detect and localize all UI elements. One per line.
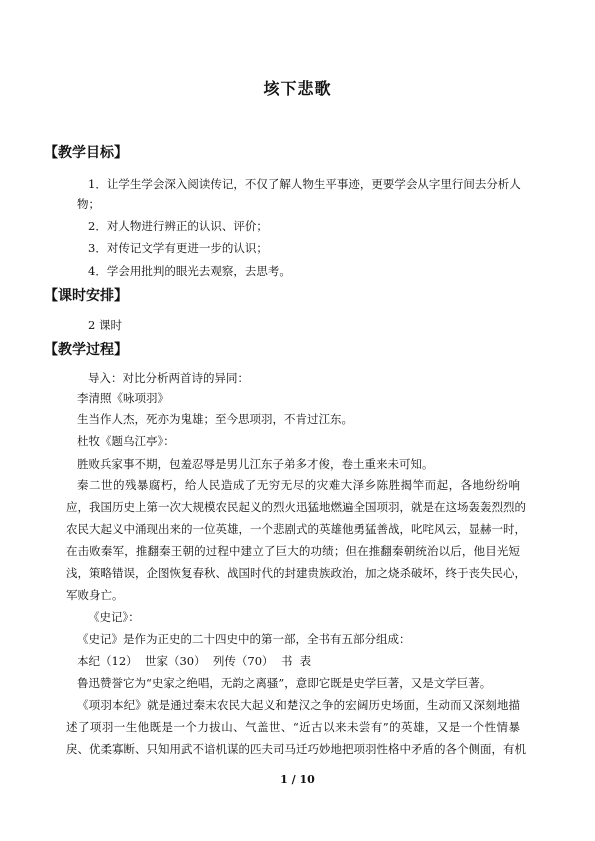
xiangyu-line-1: 《项羽本纪》就是通过秦末农民大起义和楚汉之争的宏阔历史场面，生动而又深刻地描 [77,698,520,712]
para-1-line-2: 应，我国历史上第一次大规模农民起义的烈火迅猛地燃遍全国项羽，就是在这场轰轰烈烈的 [66,500,526,514]
shiji-heading: 《史记》： [88,610,140,624]
shiji-parts: 本纪（12） 世家（30） 列传（70） 书 表 [77,654,312,668]
page-number: 1 / 10 [280,773,315,786]
para-1-line-5: 浅，策略错误，企图恢复春秋、战国时代的封建贵族政治，加之烧杀破坏，终于丧失民心， [66,566,526,580]
poem-1-text: 生当作人杰，死亦为鬼雄；至今思项羽，不肯过江东。 [77,412,353,426]
poem-2-title: 杜牧《题乌江亭》： [77,434,175,448]
para-1-line-1: 秦二世的残暴腐朽，给人民造成了无穷无尽的灾难大泽乡陈胜揭竿而起，各地纷纷响 [77,478,520,492]
xiangyu-line-3: 戾、优柔寡断、只知用武不谙机谋的匹夫司马迁巧妙地把项羽性格中矛盾的各个侧面，有机 [66,742,526,756]
section-heading-goals: 【教学目标】 [44,145,128,161]
para-1-line-6: 军败身亡。 [66,588,124,602]
shiji-intro: 《史记》是作为正史的二十四史中的第一部，全书有五部分组成： [77,632,411,646]
process-intro: 导入：对比分析两首诗的异同： [88,371,249,385]
schedule-hours: 2 课时 [88,318,122,332]
luxun-quote: 鲁迅赞誉它为“史家之绝唱，无韵之离骚”，意即它既是史学巨著，又是文学巨著。 [77,676,492,690]
poem-2-text: 胜败兵家事不期，包羞忍辱是男儿江东子弟多才俊，卷土重来未可知。 [77,457,434,471]
xiangyu-line-2: 述了项羽一生他既是一个力拔山、气盖世、“近古以来未尝有”的英雄，又是一个性情暴 [66,720,520,734]
goal-3: 3．对传记文学有更进一步的认识； [88,241,268,255]
para-1-line-3: 农民大起义中涌现出来的一位英雄，一个悲剧式的英雄他勇猛善战，叱咤风云，显赫一时， [66,522,526,536]
section-heading-schedule: 【课时安排】 [44,288,128,304]
poem-1-title: 李清照《咏项羽》 [77,391,169,405]
section-heading-process: 【教学过程】 [44,342,128,358]
goal-1-line-2: 物； [77,197,100,211]
page-title: 垓下悲歌 [263,79,332,98]
para-1-line-4: 在击败秦军，推翻秦王朝的过程中建立了巨大的功绩；但在推翻秦朝统治以后，他目光短 [66,544,520,558]
goal-4: 4．学会用批判的眼光去观察，去思考。 [88,264,291,278]
goal-1-line-1: 1．让学生学会深入阅读传记，不仅了解人物生平事迹，更要学会从字里行间去分析人 [88,177,521,191]
goal-2: 2．对人物进行辨正的认识、评价； [88,219,268,233]
